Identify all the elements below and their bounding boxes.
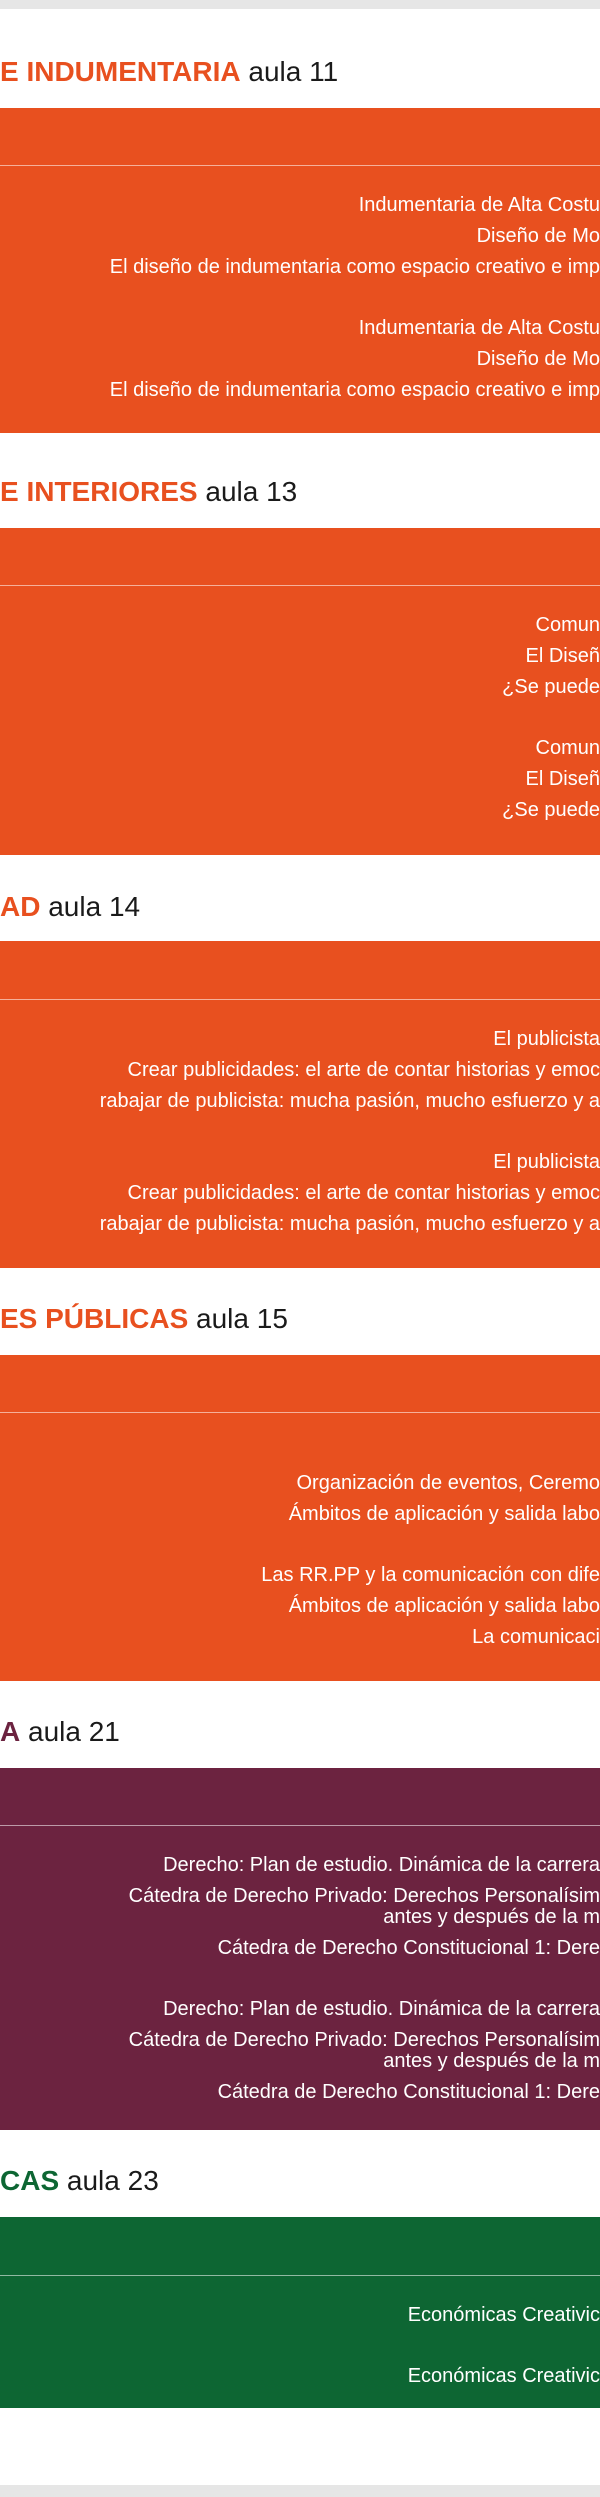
divider [0, 1825, 600, 1826]
divider [0, 2275, 600, 2276]
schedule-block-interiores [0, 528, 600, 855]
section-heading-interiores [0, 475, 297, 509]
talk-line: Ámbitos de aplicación y salida labo [288, 1503, 600, 1525]
section-heading-relaciones-publicas [0, 1302, 288, 1336]
talk-line: El publicista [493, 1151, 600, 1173]
talk-line: Económicas Creativic [407, 2365, 600, 2387]
talk-line: Las RR.PP y la comunicación con dife [261, 1564, 600, 1586]
divider [0, 1412, 600, 1413]
talk-line: Cátedra de Derecho Privado: Derechos Personalísim [128, 2029, 600, 2051]
talk-line: El publicista [493, 1028, 600, 1050]
room-label: aula 11 [248, 56, 339, 87]
talk-line: Indumentaria de Alta Costu [358, 194, 600, 216]
talk-line: Económicas Creativic [407, 2304, 600, 2326]
section-heading-abogacia [0, 1715, 120, 1749]
schedule-block-abogacia [0, 1768, 600, 2130]
talk-line: Cátedra de Derecho Privado: Derechos Personalísim [128, 1885, 600, 1907]
talk-line: ¿Se puede [502, 799, 600, 821]
divider [0, 999, 600, 1000]
section-title: AD [0, 891, 41, 922]
talk-line: El diseño de indumentaria como espacio creativo e imp [109, 379, 600, 401]
room-label: aula 23 [66, 2165, 159, 2196]
room-label: aula 14 [48, 891, 141, 922]
talk-line: Derecho: Plan de estudio. Dinámica de la carrera [163, 1998, 600, 2020]
talk-line: Crear publicidades: el arte de contar historias y emoc [127, 1059, 600, 1081]
talk-line: rabajar de publicista: mucha pasión, mucho esfuerzo y a [99, 1090, 600, 1112]
section-title: E INTERIORES [0, 476, 198, 507]
talk-line: Organización de eventos, Ceremo [296, 1472, 600, 1494]
divider [0, 585, 600, 586]
talk-line: antes y después de la m [383, 2050, 600, 2072]
talk-line: Ámbitos de aplicación y salida labo [288, 1595, 600, 1617]
talk-line: Diseño de Mo [476, 225, 600, 247]
section-title: E INDUMENTARIA [0, 56, 241, 87]
talk-line: Cátedra de Derecho Constitucional 1: Dere [217, 1937, 600, 1959]
schedule-block-indumentaria [0, 108, 600, 433]
top-scroll-bar [0, 0, 600, 9]
section-heading-publicidad [0, 890, 140, 924]
talk-line: antes y después de la m [383, 1906, 600, 1928]
talk-line: Diseño de Mo [476, 348, 600, 370]
section-title: A [0, 1716, 21, 1747]
divider [0, 165, 600, 166]
talk-line: Cátedra de Derecho Constitucional 1: Dere [217, 2081, 600, 2103]
section-title: ES PÚBLICAS [0, 1303, 189, 1334]
talk-line: Indumentaria de Alta Costu [358, 317, 600, 339]
talk-line: El Diseñ [525, 645, 600, 667]
schedule-block-publicidad [0, 941, 600, 1268]
schedule-block-relaciones-publicas [0, 1355, 600, 1681]
talk-line: rabajar de publicista: mucha pasión, mucho esfuerzo y a [99, 1213, 600, 1235]
talk-line: La comunicaci [472, 1626, 600, 1648]
section-title: CAS [0, 2165, 60, 2196]
room-label: aula 15 [196, 1303, 288, 1334]
schedule-block-economicas [0, 2217, 600, 2408]
talk-line: Crear publicidades: el arte de contar historias y emoc [127, 1182, 600, 1204]
talk-line: Comun [535, 614, 600, 636]
talk-line: El diseño de indumentaria como espacio creativo e imp [109, 256, 600, 278]
bottom-scroll-bar [0, 2485, 600, 2497]
talk-line: El Diseñ [525, 768, 600, 790]
talk-line: Comun [535, 737, 600, 759]
room-label: aula 13 [205, 476, 298, 507]
talk-line: Derecho: Plan de estudio. Dinámica de la carrera [163, 1854, 600, 1876]
section-heading-economicas [0, 2164, 159, 2198]
room-label: aula 21 [28, 1716, 120, 1747]
section-heading-indumentaria [0, 55, 338, 89]
talk-line: ¿Se puede [502, 676, 600, 698]
